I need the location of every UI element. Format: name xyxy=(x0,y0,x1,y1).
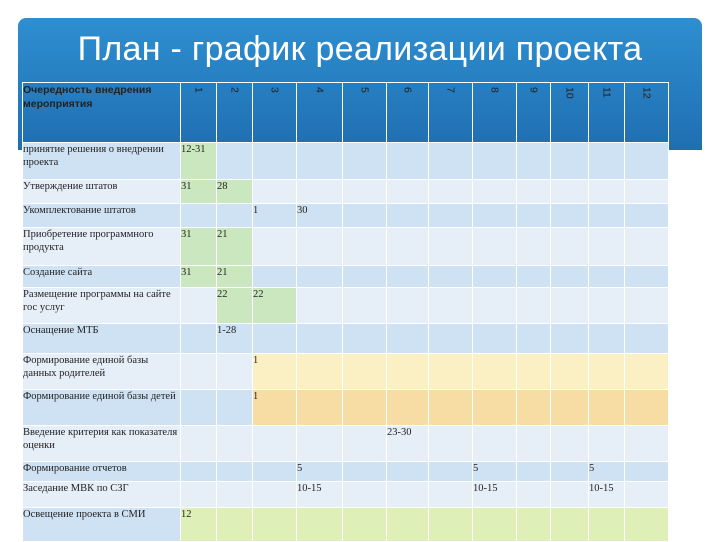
schedule-cell xyxy=(625,180,669,204)
schedule-cell xyxy=(589,324,625,354)
schedule-cell: 5 xyxy=(297,462,343,482)
schedule-cell: 31 xyxy=(181,180,217,204)
schedule-cell: 21 xyxy=(217,228,253,266)
schedule-cell: 10-15 xyxy=(473,482,517,508)
schedule-cell xyxy=(217,354,253,390)
table-row xyxy=(23,426,669,462)
schedule-cell xyxy=(429,354,473,390)
table-row xyxy=(23,482,669,508)
schedule-cell xyxy=(517,143,551,180)
activity-label: Приобретение программного продукта xyxy=(23,228,181,266)
schedule-cell: 23-30 xyxy=(387,426,429,462)
activity-label: Формирование единой базы данных родителей xyxy=(23,354,181,390)
schedule-cell xyxy=(625,204,669,228)
schedule-cell xyxy=(343,390,387,426)
schedule-cell xyxy=(253,180,297,204)
schedule-cell xyxy=(625,143,669,180)
schedule-cell xyxy=(181,324,217,354)
month-header: 7 xyxy=(429,83,473,143)
schedule-cell xyxy=(343,266,387,288)
schedule-cell xyxy=(551,266,589,288)
schedule-cell xyxy=(387,228,429,266)
schedule-cell xyxy=(517,508,551,542)
schedule-cell xyxy=(589,390,625,426)
schedule-cell xyxy=(625,482,669,508)
schedule-cell xyxy=(517,204,551,228)
schedule-cell xyxy=(517,324,551,354)
schedule-cell xyxy=(387,288,429,324)
schedule-cell xyxy=(589,180,625,204)
schedule-cell xyxy=(181,390,217,426)
schedule-cell xyxy=(625,228,669,266)
schedule-cell xyxy=(517,462,551,482)
schedule-cell xyxy=(297,143,343,180)
table-row xyxy=(23,508,669,542)
schedule-cell xyxy=(297,180,343,204)
schedule-cell xyxy=(181,426,217,462)
schedule-cell xyxy=(343,288,387,324)
month-header: 3 xyxy=(253,83,297,143)
schedule-cell xyxy=(589,426,625,462)
table-row xyxy=(23,266,669,288)
schedule-cell xyxy=(589,143,625,180)
schedule-cell xyxy=(517,288,551,324)
schedule-cell xyxy=(297,324,343,354)
schedule-cell xyxy=(517,390,551,426)
schedule-cell xyxy=(253,324,297,354)
slide-title: План - график реализации проекта xyxy=(77,30,643,68)
schedule-cell xyxy=(589,266,625,288)
schedule-cell xyxy=(429,390,473,426)
schedule-cell xyxy=(473,204,517,228)
schedule-cell xyxy=(297,426,343,462)
schedule-cell: 5 xyxy=(473,462,517,482)
schedule-cell: 31 xyxy=(181,266,217,288)
schedule-cell: 1 xyxy=(253,204,297,228)
schedule-cell xyxy=(387,390,429,426)
schedule-cell xyxy=(551,390,589,426)
schedule-cell xyxy=(343,324,387,354)
month-header: 8 xyxy=(473,83,517,143)
schedule-cell: 5 xyxy=(589,462,625,482)
schedule-cell: 1-28 xyxy=(217,324,253,354)
schedule-cell xyxy=(517,180,551,204)
schedule-cell xyxy=(297,266,343,288)
activity-label: Введение критерия как показателя оценки xyxy=(23,426,181,462)
month-header: 4 xyxy=(297,83,343,143)
schedule-cell: 31 xyxy=(181,228,217,266)
schedule-cell xyxy=(625,324,669,354)
month-header: 6 xyxy=(387,83,429,143)
schedule-cell xyxy=(589,204,625,228)
schedule-cell xyxy=(181,462,217,482)
month-header: 10 xyxy=(551,83,589,143)
header-row xyxy=(23,83,669,143)
activity-label: Формирование единой базы детей xyxy=(23,390,181,426)
schedule-cell xyxy=(517,228,551,266)
schedule-cell xyxy=(473,324,517,354)
schedule-cell xyxy=(625,266,669,288)
schedule-cell xyxy=(473,143,517,180)
schedule-cell: 1 xyxy=(253,354,297,390)
corner-header: Очередность внедрения мероприятия xyxy=(23,83,181,143)
activity-label: Оснащение МТБ xyxy=(23,324,181,354)
schedule-cell xyxy=(253,482,297,508)
schedule-cell xyxy=(253,266,297,288)
table-row xyxy=(23,324,669,354)
schedule-cell xyxy=(297,354,343,390)
activity-label: Создание сайта xyxy=(23,266,181,288)
schedule-cell xyxy=(343,482,387,508)
schedule-cell xyxy=(625,508,669,542)
schedule-cell xyxy=(429,508,473,542)
activity-label: Формирование отчетов xyxy=(23,462,181,482)
schedule-cell xyxy=(589,354,625,390)
schedule-cell xyxy=(343,508,387,542)
month-header: 1 xyxy=(181,83,217,143)
schedule-cell xyxy=(473,426,517,462)
schedule-cell xyxy=(181,482,217,508)
schedule-cell xyxy=(343,143,387,180)
schedule-cell: 10-15 xyxy=(589,482,625,508)
schedule-cell xyxy=(429,462,473,482)
schedule-cell xyxy=(551,324,589,354)
schedule-cell xyxy=(253,228,297,266)
schedule-cell xyxy=(551,354,589,390)
schedule-cell xyxy=(253,426,297,462)
schedule-cell xyxy=(429,288,473,324)
schedule-cell xyxy=(217,426,253,462)
schedule-cell xyxy=(217,462,253,482)
schedule-cell xyxy=(473,354,517,390)
schedule-cell xyxy=(517,482,551,508)
month-header: 11 xyxy=(589,83,625,143)
schedule-cell xyxy=(625,354,669,390)
schedule-cell xyxy=(551,426,589,462)
schedule-cell xyxy=(387,204,429,228)
schedule-cell xyxy=(343,204,387,228)
schedule-cell xyxy=(429,482,473,508)
schedule-cell xyxy=(589,508,625,542)
schedule-table xyxy=(22,82,669,542)
schedule-cell xyxy=(181,354,217,390)
schedule-cell xyxy=(387,508,429,542)
schedule-cell xyxy=(625,390,669,426)
schedule-cell: 12 xyxy=(181,508,217,542)
schedule-cell: 22 xyxy=(253,288,297,324)
schedule-cell xyxy=(217,482,253,508)
schedule-cell xyxy=(217,508,253,542)
activity-label: Освещение проекта в СМИ xyxy=(23,508,181,542)
schedule-cell xyxy=(429,204,473,228)
table-row xyxy=(23,288,669,324)
schedule-cell xyxy=(589,228,625,266)
table-row xyxy=(23,204,669,228)
schedule-cell xyxy=(387,180,429,204)
schedule-cell xyxy=(253,508,297,542)
schedule-cell xyxy=(551,180,589,204)
schedule-cell xyxy=(429,426,473,462)
schedule-cell xyxy=(551,508,589,542)
schedule-cell xyxy=(551,482,589,508)
schedule-cell xyxy=(343,354,387,390)
activity-label: Утверждение штатов xyxy=(23,180,181,204)
schedule-cell xyxy=(551,143,589,180)
schedule-cell xyxy=(343,228,387,266)
schedule-cell xyxy=(551,288,589,324)
schedule-cell xyxy=(217,143,253,180)
month-header: 5 xyxy=(343,83,387,143)
schedule-cell xyxy=(297,390,343,426)
schedule-cell xyxy=(253,143,297,180)
schedule-cell xyxy=(217,204,253,228)
schedule-cell xyxy=(387,266,429,288)
schedule-cell xyxy=(551,228,589,266)
schedule-cell: 22 xyxy=(217,288,253,324)
schedule-cell xyxy=(387,462,429,482)
schedule-cell xyxy=(473,390,517,426)
schedule-cell xyxy=(343,180,387,204)
month-header: 2 xyxy=(217,83,253,143)
schedule-cell xyxy=(625,426,669,462)
activity-label: принятие решения о внедрении проекта xyxy=(23,143,181,180)
schedule-cell xyxy=(429,143,473,180)
schedule-cell xyxy=(625,462,669,482)
schedule-cell: 1 xyxy=(253,390,297,426)
schedule-cell xyxy=(625,288,669,324)
schedule-cell xyxy=(473,228,517,266)
activity-label: Заседание МВК по СЗГ xyxy=(23,482,181,508)
schedule-cell: 21 xyxy=(217,266,253,288)
schedule-cell xyxy=(387,482,429,508)
schedule-cell xyxy=(473,508,517,542)
schedule-cell xyxy=(429,228,473,266)
schedule-cell xyxy=(551,462,589,482)
schedule-cell xyxy=(589,288,625,324)
schedule-cell xyxy=(473,180,517,204)
table-row xyxy=(23,143,669,180)
schedule-cell: 30 xyxy=(297,204,343,228)
schedule-cell: 28 xyxy=(217,180,253,204)
schedule-cell xyxy=(387,143,429,180)
activity-label: Укомплектование штатов xyxy=(23,204,181,228)
month-header: 12 xyxy=(625,83,669,143)
schedule-cell: 10-15 xyxy=(297,482,343,508)
schedule-cell xyxy=(297,228,343,266)
schedule-cell xyxy=(253,462,297,482)
schedule-cell xyxy=(551,204,589,228)
table-row xyxy=(23,390,669,426)
schedule-cell xyxy=(429,266,473,288)
schedule-cell xyxy=(429,324,473,354)
schedule-cell xyxy=(343,462,387,482)
schedule-cell xyxy=(387,324,429,354)
schedule-cell xyxy=(517,354,551,390)
activity-label: Размещение программы на сайте гос услуг xyxy=(23,288,181,324)
schedule-cell xyxy=(297,508,343,542)
table-row xyxy=(23,180,669,204)
table-row xyxy=(23,354,669,390)
schedule-cell xyxy=(517,426,551,462)
schedule-cell xyxy=(517,266,551,288)
table-row xyxy=(23,462,669,482)
schedule-cell xyxy=(297,288,343,324)
schedule-cell xyxy=(181,204,217,228)
schedule-cell xyxy=(387,354,429,390)
schedule-cell xyxy=(181,288,217,324)
schedule-cell xyxy=(343,426,387,462)
table-row xyxy=(23,228,669,266)
schedule-cell xyxy=(473,288,517,324)
month-header: 9 xyxy=(517,83,551,143)
schedule-cell: 12-31 xyxy=(181,143,217,180)
schedule-cell xyxy=(429,180,473,204)
schedule-cell xyxy=(217,390,253,426)
schedule-cell xyxy=(473,266,517,288)
